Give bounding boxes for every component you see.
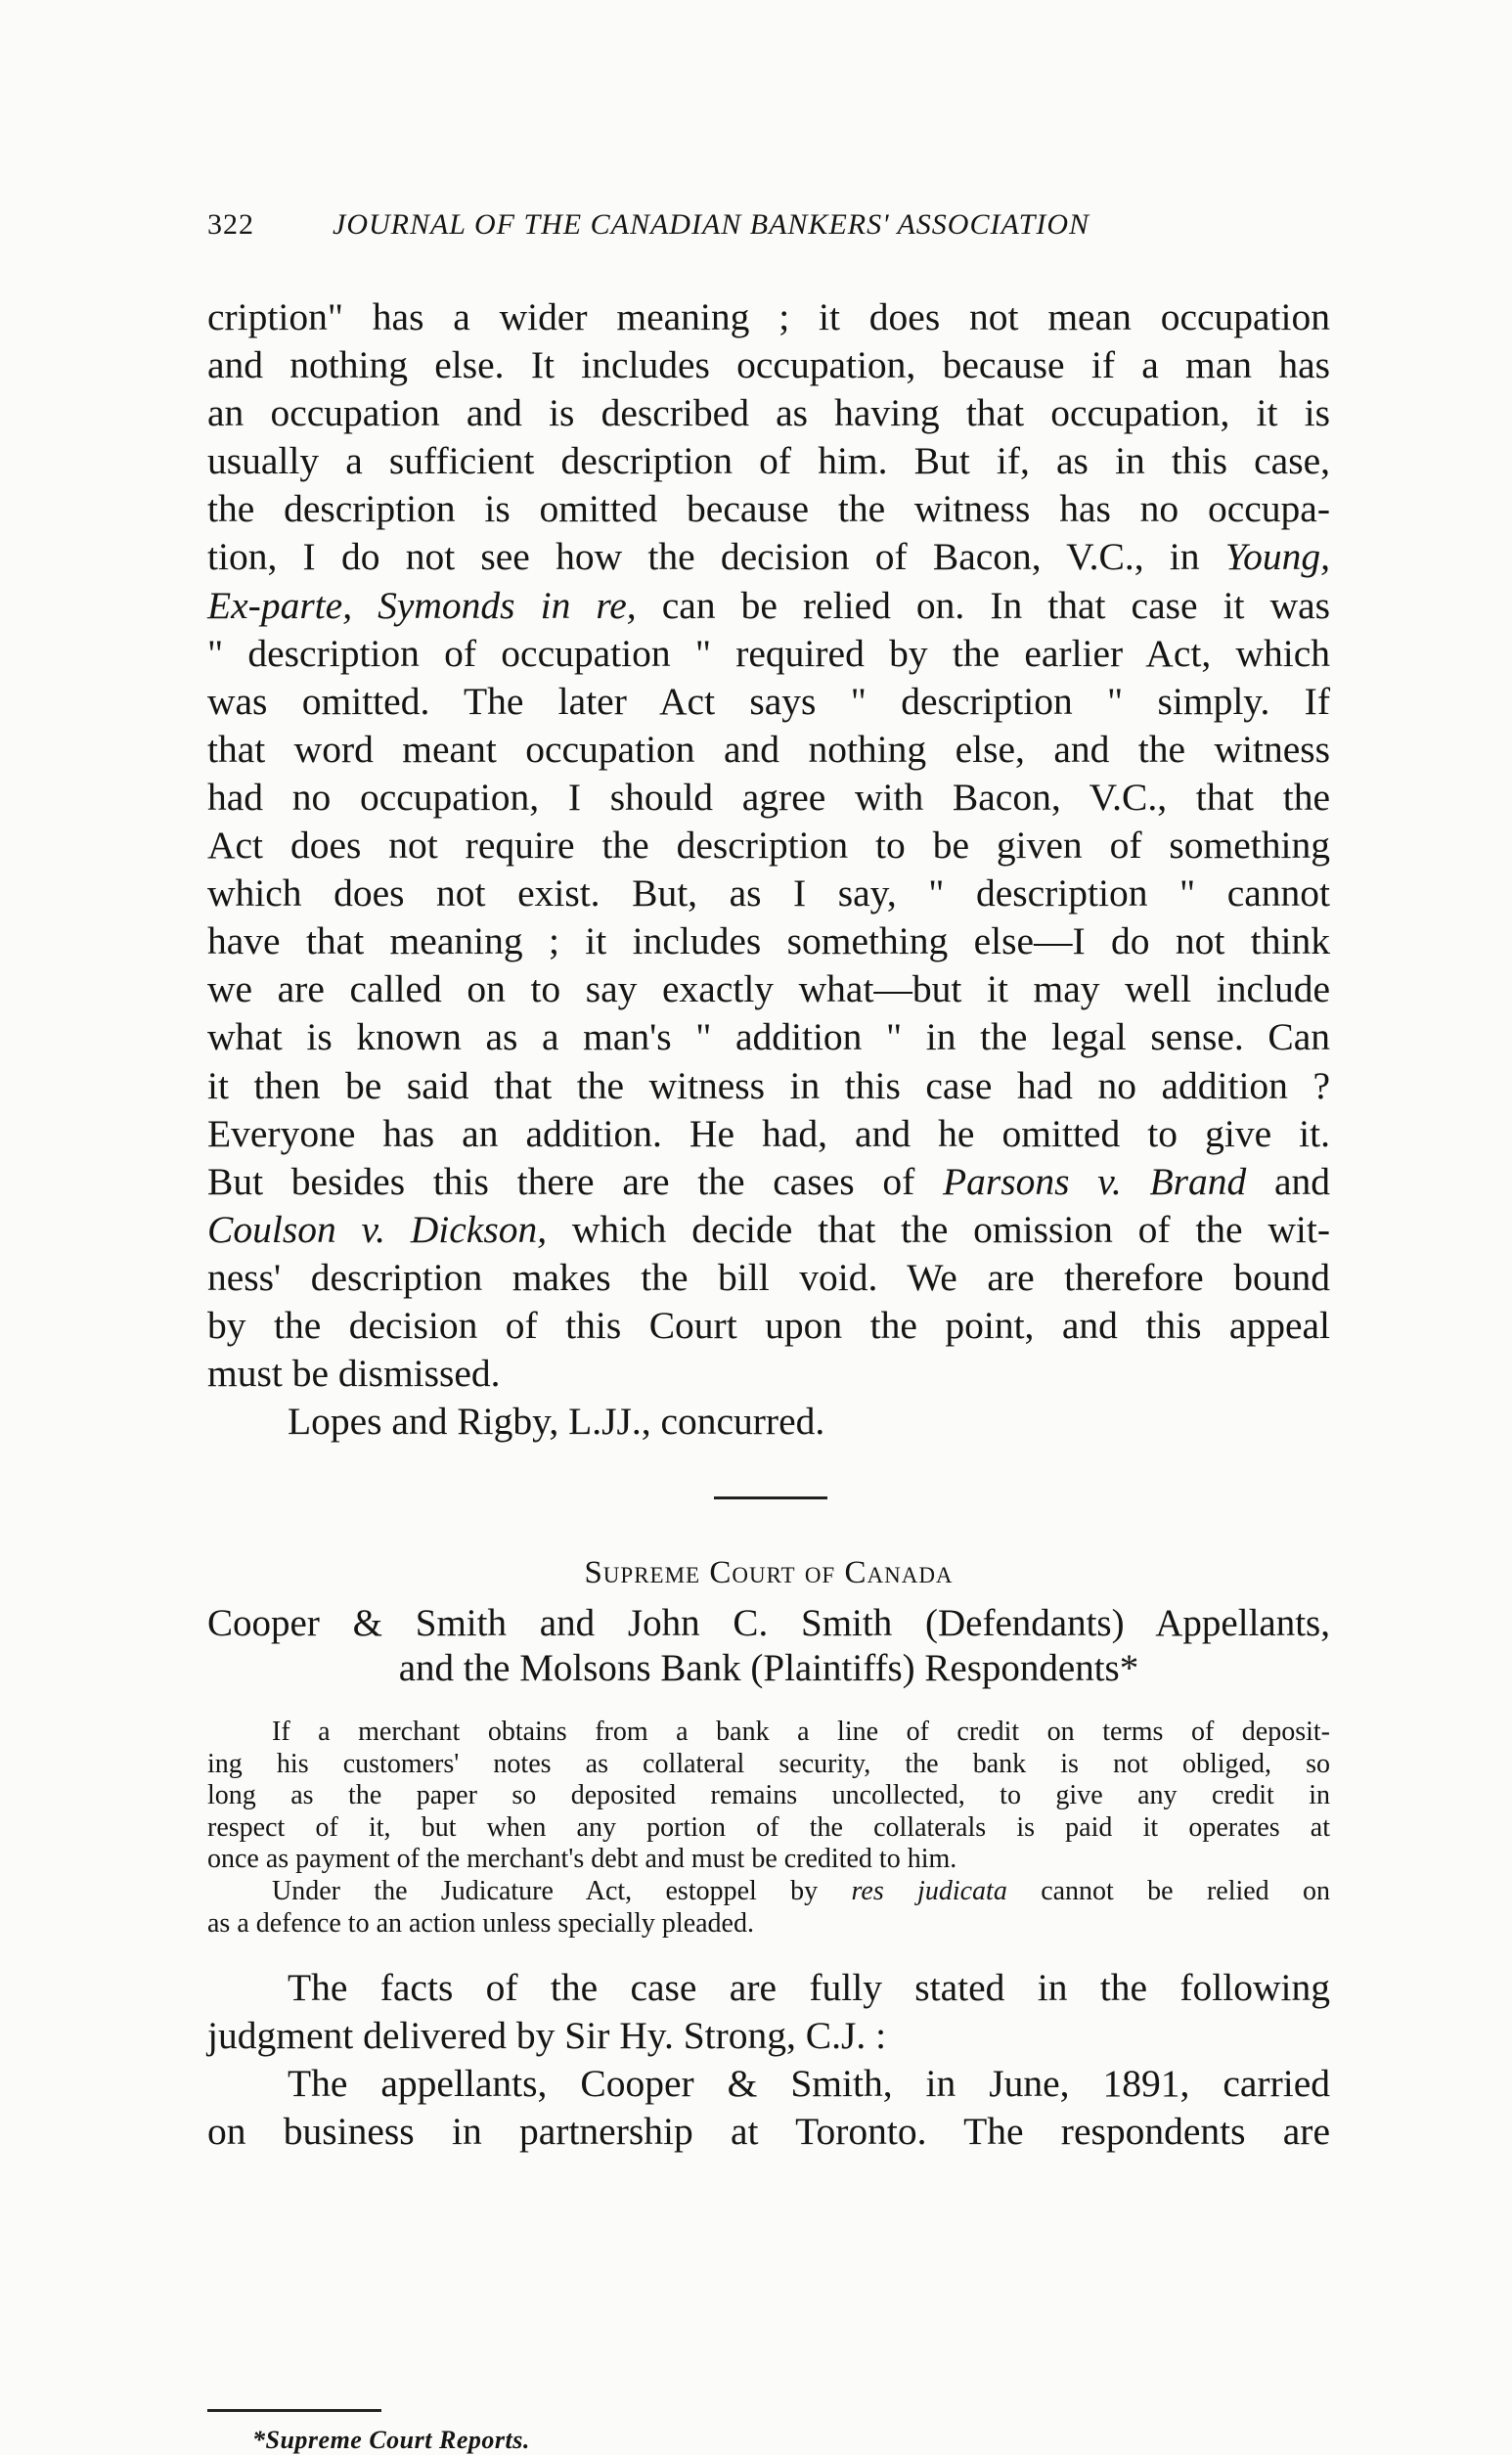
text-line: was omitted. The later Act says " description " simply. If bbox=[207, 679, 1330, 723]
text-line: Everyone has an addition. He had, and he omitted to give it. bbox=[207, 1111, 1330, 1155]
headnote-line: once as payment of the merchant's debt and must be credited to him. bbox=[207, 1844, 957, 1875]
text-fragment: can be relied on. In that case it was bbox=[661, 583, 1331, 627]
text-line: had no occupation, I should agree with Bacon, V.C., that the bbox=[207, 775, 1330, 819]
judgment-text-top bbox=[207, 293, 1330, 1446]
court-heading: Supreme Court of Canada bbox=[584, 1555, 954, 1590]
text-fragment: tion, I do not see how the decision of Bacon, V.C., in bbox=[207, 535, 1200, 579]
text-line bbox=[207, 533, 1330, 581]
text-line bbox=[207, 1206, 1330, 1254]
running-title: JOURNAL OF THE CANADIAN BANKERS' ASSOCIATION bbox=[333, 208, 1090, 241]
parties-line: Cooper & Smith and John C. Smith (Defendants) Appellants, bbox=[207, 1602, 1330, 1644]
parties-line: and the Molsons Bank (Plaintiffs) Respondents* bbox=[398, 1647, 1139, 1689]
text-fragment: Under the Judicature Act, estoppel by bbox=[272, 1875, 819, 1906]
case-name-italic: Coulson v. Dickson, bbox=[207, 1207, 548, 1251]
text-line: an occupation and is described as having that occupation, it is bbox=[207, 391, 1330, 435]
text-line: " description of occupation " required by the earlier Act, which bbox=[207, 631, 1330, 675]
text-line: have that meaning ; it includes something else—I do not think bbox=[207, 919, 1330, 963]
judgment-text-bottom bbox=[207, 1964, 1330, 2156]
text-line: and nothing else. It includes occupation, because if a man has bbox=[207, 343, 1330, 387]
headnote-line: ing his customers' notes as collateral security, the bank is not obliged, so bbox=[207, 1748, 1330, 1779]
footnote: *Supreme Court Reports. bbox=[252, 2426, 530, 2454]
text-line: it then be said that the witness in this case had no addition ? bbox=[207, 1063, 1330, 1107]
headnote bbox=[207, 1717, 1330, 1940]
case-name-italic: Ex-parte, Symonds in re, bbox=[207, 583, 637, 627]
case-name-italic: Parsons v. Brand bbox=[943, 1159, 1247, 1203]
text-line: the description is omitted because the witness has no occupa- bbox=[207, 487, 1330, 531]
text-fragment: cannot be relied on bbox=[1041, 1875, 1331, 1906]
case-parties bbox=[207, 1601, 1330, 1691]
headnote-line bbox=[207, 1876, 1330, 1908]
text-line: cription" has a wider meaning ; it does not mean occupation bbox=[207, 295, 1330, 338]
text-line: which does not exist. But, as I say, " description " cannot bbox=[207, 871, 1330, 915]
headnote-line: respect of it, but when any portion of the collaterals is paid it operates at bbox=[207, 1811, 1330, 1843]
text-fragment: which decide that the omission of the wit- bbox=[571, 1207, 1330, 1251]
text-line: judgment delivered by Sir Hy. Strong, C.J. : bbox=[207, 2014, 887, 2057]
text-line: ness' description makes the bill void. We are therefore bound bbox=[207, 1255, 1330, 1299]
text-fragment: But besides this there are the cases of bbox=[207, 1159, 915, 1203]
text-line bbox=[207, 582, 1330, 630]
page-number: 322 bbox=[207, 208, 254, 241]
section-divider bbox=[714, 1496, 827, 1499]
text-line: must be dismissed. bbox=[207, 1352, 501, 1396]
headnote-line: If a merchant obtains from a bank a line of credit on terms of deposit- bbox=[272, 1717, 1330, 1747]
text-line: The appellants, Cooper & Smith, in June, 1891, carried bbox=[288, 2062, 1330, 2105]
case-name-italic: Young, bbox=[1224, 535, 1330, 579]
text-line bbox=[207, 1158, 1330, 1206]
latin-term-italic: res judicata bbox=[851, 1875, 1007, 1906]
text-line: The facts of the case are fully stated in the following bbox=[288, 1966, 1330, 2009]
text-fragment: and bbox=[1273, 1159, 1331, 1203]
text-line: Act does not require the description to be given of something bbox=[207, 824, 1330, 868]
text-line: we are called on to say exactly what—but it may well include bbox=[207, 967, 1330, 1011]
headnote-line: long as the paper so deposited remains uncollected, to give any credit in bbox=[207, 1780, 1330, 1811]
footnote-rule bbox=[207, 2409, 381, 2412]
text-line: that word meant occupation and nothing else, and the witness bbox=[207, 727, 1330, 771]
concurrence-line: Lopes and Rigby, L.JJ., concurred. bbox=[288, 1400, 825, 1444]
text-line: what is known as a man's " addition " in the legal sense. Can bbox=[207, 1015, 1330, 1059]
text-line: on business in partnership at Toronto. The respondents are bbox=[207, 2110, 1330, 2153]
running-header bbox=[207, 201, 1330, 249]
text-line: usually a sufficient description of him. But if, as in this case, bbox=[207, 439, 1330, 483]
text-line: by the decision of this Court upon the point, and this appeal bbox=[207, 1303, 1330, 1347]
headnote-line: as a defence to an action unless specially pleaded. bbox=[207, 1907, 754, 1939]
